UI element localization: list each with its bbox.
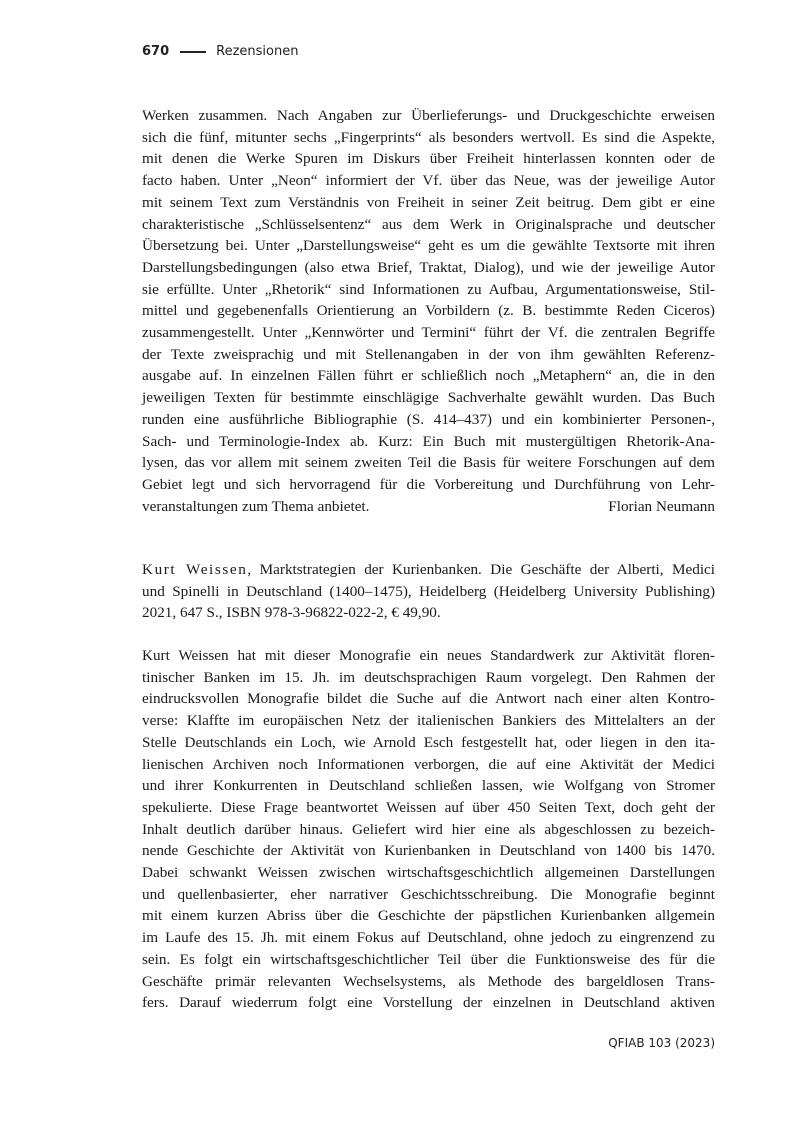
text-line: runden eine ausführliche Bibliographie (S. 414–437) und ein kombinierter Personen-, [142, 410, 715, 428]
text-line: Kurt Weissen hat mit dieser Monografie ein neues Standardwerk zur Aktivität floren- [142, 647, 715, 664]
text-line: Gebiet legt und sich hervorragend für die Vorbereitung und Durchführung von Lehr- [142, 475, 715, 493]
text-line: Darstellungsbedingungen (also etwa Brief, Traktat, Dialog), und wie der jeweilige Autor [142, 258, 715, 276]
citation-title: , Marktstrategien der Kurienbanken. Die Geschäfte der Alberti, Medici [247, 561, 715, 578]
signature-line [142, 496, 715, 518]
text-line: veranstaltungen zum Thema anbietet. [142, 497, 370, 515]
text-line: im Laufe des 15. Jh. mit einem Fokus auf Deutschland, ohne jedoch zu eingrenzend zu [142, 929, 715, 947]
text-line: spekulierte. Diese Frage beantwortet Weissen auf über 450 Seiten Text, doch geht der [142, 798, 715, 816]
reviewer-name: Florian Neumann [608, 497, 715, 515]
text-line: sie erfüllte. Unter „Rhetorik“ sind Informationen zu Aufbau, Argumentationsweise, Stil- [142, 280, 715, 298]
review-2-citation [142, 559, 715, 624]
text-line: charakteristische „Schlüsselsentenz“ aus dem Werk in Originalsprache und deutscher [142, 215, 715, 233]
text-line: Übersetzung bei. Unter „Darstellungsweise“ geht es um die gewählte Textsorte mit ihren [142, 237, 715, 255]
text-line: Inhalt deutlich darüber hinaus. Geliefert wird hier eine als abgeschlossen zu bezeich- [142, 820, 715, 838]
citation-paragraph [142, 559, 715, 624]
text-line: Geschäfte primär relevanten Wechselsystems, als Methode des bargeldlosen Trans- [142, 972, 715, 990]
review-2-paragraph [142, 645, 715, 1014]
text-line: mit einem kurzen Abriss über die Geschichte der päpstlichen Kurienbanken allgemein [142, 907, 715, 925]
text-line: ausgabe auf. In einzelnen Fällen führt er schließlich noch „Metaphern“ an, die in den [142, 367, 715, 385]
citation-line: und Spinelli in Deutschland (1400–1475), Heidelberg (Heidelberg University Publishing) [142, 582, 715, 600]
text-line: zusammengestellt. Unter „Kennwörter und Termini“ führt der Vf. die zentralen Begriffe [142, 324, 715, 342]
text-line: nende Geschichte der Aktivität von Kurienbanken in Deutschland von 1400 bis 1470. [142, 842, 715, 860]
text-line: mit denen die Werke Spuren im Diskurs über Freiheit hinterlassen konnten oder de [142, 150, 715, 168]
text-line: verse: Klaffte im europäischen Netz der italienischen Bankiers des Mittelalters an der [142, 712, 715, 730]
text-line: jeweiligen Texten für bestimmte einschlägige Sachverhalte gewählt wurden. Das Buch [142, 389, 715, 407]
text-line: mit seinem Text zum Verständnis von Freiheit in seiner Zeit beitrug. Dem gibt er eine [142, 193, 715, 211]
journal-footer: QFIAB 103 (2023) [608, 1036, 715, 1050]
text-line: der Texte zweisprachig und mit Stellenangaben in der von ihm gewählten Referenz- [142, 345, 715, 363]
book-author: Kurt Weissen [142, 561, 248, 578]
running-head [142, 44, 298, 59]
text-line: eindrucksvollen Monografie bildet die Suche auf die Antwort nach einer alten Kontro- [142, 690, 715, 708]
review-2-body [142, 645, 715, 1014]
text-line: mittel und gegebenenfalls Orientierung an Vorbildern (z. B. bestimmte Reden Ciceros) [142, 302, 715, 320]
review-1-paragraph [142, 105, 715, 517]
text-line: facto haben. Unter „Neon“ informiert der Vf. über das Neue, was der jeweilige Autor [142, 172, 715, 190]
page-number: 670 [142, 44, 170, 59]
text-line: sein. Es folgt ein wirtschaftsgeschichtlicher Teil über die Funktionsweise des für die [142, 950, 715, 968]
section-title: Rezensionen [216, 44, 299, 59]
citation-line: 2021, 647 S., ISBN 978-3-96822-022-2, € 49,90. [142, 604, 441, 622]
text-line: Dabei schwankt Weissen zwischen wirtschaftsgeschichtlich allgemeinen Darstellungen [142, 864, 715, 882]
text-line: sich die fünf, mitunter sechs „Fingerprints“ als besonders wertvoll. Es sind die Aspekte, [142, 128, 715, 146]
header-rule [180, 51, 206, 53]
text-line: Stelle Deutschlands ein Loch, wie Arnold Esch festgestellt hat, oder liegen in den ita- [142, 733, 715, 751]
text-line: und ihrer Konkurrenten in Deutschland schließen lassen, wie Wolfgang von Stromer [142, 777, 715, 795]
text-line: lienischen Archiven noch Informationen verborgen, die auf eine Aktivität der Medici [142, 755, 715, 773]
text-line: Werken zusammen. Nach Angaben zur Überlieferungs- und Druckgeschichte erweisen [142, 107, 715, 124]
review-1-body [142, 105, 715, 517]
text-line: Sach- und Terminologie-Index ab. Kurz: Ein Buch mit mustergültigen Rhetorik-Ana- [142, 432, 715, 450]
text-line: fers. Darauf wiederrum folgt eine Vorstellung der einzelnen in Deutschland aktiven [142, 994, 715, 1012]
text-line: und quellenbasierter, eher narrativer Geschichtsschreibung. Die Monografie beginnt [142, 885, 715, 903]
text-line: tinischer Banken im 15. Jh. im deutschsprachigen Raum vorgelegt. Den Rahmen der [142, 668, 715, 686]
text-line: lysen, das vor allem mit seinem zweiten Teil die Basis für weitere Forschungen auf dem [142, 454, 715, 472]
citation-line [142, 559, 715, 581]
